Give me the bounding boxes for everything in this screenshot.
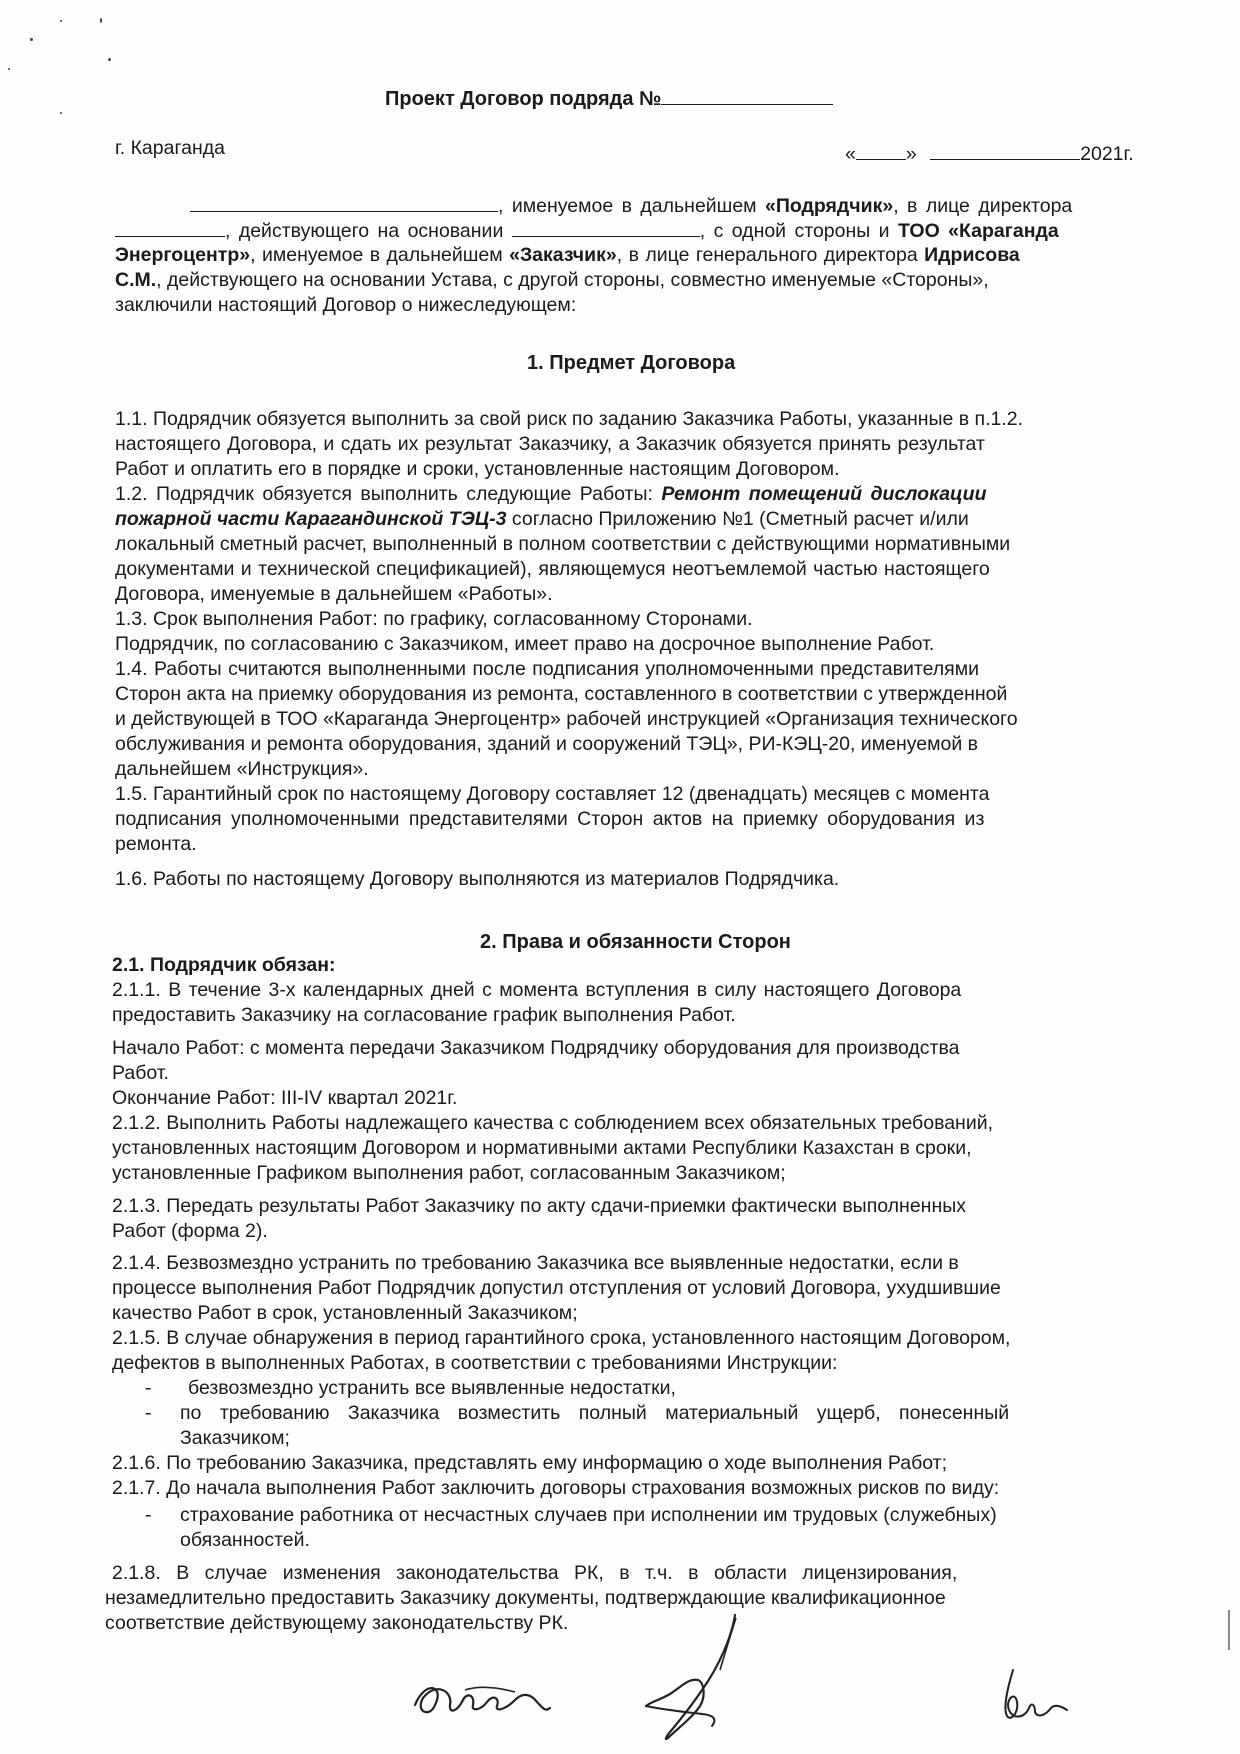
section-1-heading: 1. Предмет Договора bbox=[527, 352, 736, 374]
contract-page: Проект Договор подряда № г. Караганда « » 2021г. , именуемое в дальнейшем «Подрядчик», в лице директора , действующего на основании , с одной стороны и ТОО «Караганда Энергоцентр», именуемое в дальнейшем «Заказчик», в лице генерального директора Идрисова С.М., действующего на основании Устава, с другой стороны, совместно именуемые «Стороны», заключили настоящий Договор о нижеследующем: 1. Предмет Договора 1.1. Подрядчик обязуется выполнить за свой риск по заданию Заказчика Работы, указанные в п.1.2. настоящего Договора, и сдать их результат Заказчику, а Заказчик обязуется принять результат Работ и оплатить его в порядке и сроки, установленные настоящим Договором. 1.2. Подрядчик обязуется выполнить следующие Работы: Ремонт помещений дислокации пожарной части Карагандинской ТЭЦ-3 согласно Приложению №1 (Сметный расчет и/или локальный сметный расчет, выполненный в полном соответствии с действующими нормативными документами и технической спецификацией), являющемуся неотъемлемой частью настоящего Договора, именуемые в дальнейшем «Работы». 1.3. Срок выполнения Работ: по графику, согласованному Сторонами. Подрядчик, по согласованию с Заказчиком, имеет право на досрочное выполнение Работ. 1.4. Работы считаются выполненными после подписания уполномоченными представителями Сторон акта на приемку оборудования из ремонта, составленного в соответствии с утвержденной и действующей в ТОО «Караганда Энергоцентр» рабочей инструкцией «Организация технического обслуживания и ремонта оборудования, зданий и сооружений ТЭЦ», РИ-КЭЦ-20, именуемой в дальнейшем «Инструкция». 1.5. Гарантийный срок по настоящему Договору составляет 12 (двенадцать) месяцев с момента подписания уполномоченными представителями Сторон актов на приемку оборудования из ремонта. 1.6. Работы по настоящему Договору выполняются из материалов Подрядчика. 2. Права и обязанности Сторон 2.1. Подрядчик обязан: 2.1.1. В течение 3-х календарных дней с момента вступления в силу настоящего Договора предоставить Заказчику на согласование график выполнения Работ. Начало Работ: с момента передачи Заказчиком Подрядчику оборудования для производства Работ. Окончание Работ: III-IV квартал 2021г. 2.1.2. Выполнить Работы надлежащего качества с соблюдением всех обязательных требований, установленных настоящим Договором и нормативными актами Республики Казахстан в сроки, установленные Графиком выполнения работ, согласованным Заказчиком; 2.1.3. Передать результаты Работ Заказчику по акту сдачи-приемки фактически выполненных Работ (форма 2). 2.1.4. Безвозмездно устранить по требованию Заказчика все выявленные недостатки, если в процессе выполнения Работ Подрядчик допустил отступления от условий Договора, ухудшившие качество Работ в срок, установленный Заказчиком; 2.1.5. В случае обнаружения в период гарантийного срока, установленного настоящим Договором, дефектов в выполненных Работах, в соответствии с требованиями Инструкции: - безвозмездно устранить все выявленные недостатки, - по требованию Заказчика возместить полный материальный ущерб, понесенный Заказчиком; 2.1.6. По требованию Заказчика, представлять ему информацию о ходе выполнения Работ; 2.1.7. До начала выполнения Работ заключить договоры страхования возможных рисков по виду: - страхование работника от несчастных случаев при исполнении им трудовых (служебных) обязанностей. 2.1.8. В случае изменения законодательства РК, в т.ч. в области лицензирования, незамедлительно предоставить Заказчику документы, подтверждающие квалификационное соответствие действующему законодательству РК. bbox=[0, 0, 1240, 1754]
bullet-item: страхование работника от несчастных случаев при исполнении им трудовых (служебных) bbox=[180, 1504, 997, 1526]
city: г. Караганда bbox=[115, 137, 225, 159]
section-2-heading: 2. Права и обязанности Сторон bbox=[480, 931, 791, 953]
scan-speck bbox=[30, 38, 33, 41]
scan-speck bbox=[108, 58, 111, 61]
bullet-mark: - bbox=[145, 1402, 152, 1424]
scan-speck bbox=[60, 20, 62, 22]
bullet-item: по требованию Заказчика возместить полный материальный ущерб, понесенный bbox=[180, 1402, 1010, 1424]
document-title: Проект Договор подряда № bbox=[385, 86, 833, 112]
bullet-item: безвозмездно устранить все выявленные недостатки, bbox=[188, 1377, 676, 1399]
scan-edge-mark bbox=[1228, 1610, 1230, 1650]
signature-left bbox=[405, 1650, 555, 1730]
signature-center bbox=[640, 1610, 760, 1750]
signature-right bbox=[995, 1660, 1075, 1730]
subsection-2-1-title: 2.1. Подрядчик обязан: bbox=[112, 954, 336, 976]
scan-speck bbox=[60, 112, 62, 114]
contract-date: « » 2021г. bbox=[845, 143, 1134, 165]
scan-speck bbox=[8, 68, 10, 70]
bullet-mark: - bbox=[145, 1504, 152, 1526]
bullet-mark: - bbox=[145, 1377, 152, 1399]
scan-speck bbox=[100, 18, 102, 23]
